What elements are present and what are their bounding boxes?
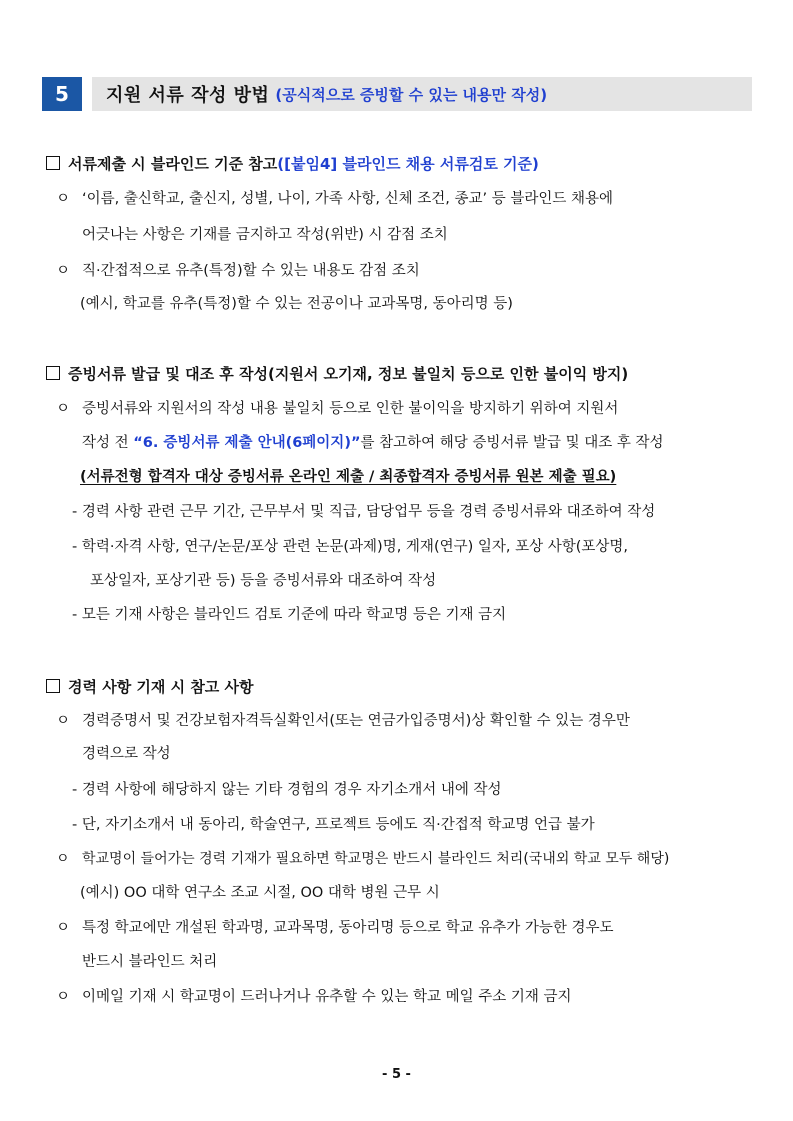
block3-line6: (예시) OO 대학 연구소 조교 시절, OO 대학 병원 근무 시	[80, 885, 440, 901]
block2-line2-suffix: 를 참고하여 해당 증빙서류 발급 및 대조 후 작성	[360, 435, 664, 451]
bullet-icon: ㅇ	[56, 191, 71, 207]
block2-line1-text: 증빙서류와 지원서의 작성 내용 불일치 등으로 인한 불이익을 방지하기 위하여 지원서	[82, 401, 619, 417]
block3-line9	[56, 987, 572, 1007]
block1-line2: 어긋나는 사항은 기재를 금지하고 작성(위반) 시 감점 조치	[82, 227, 448, 243]
block3-line1	[56, 711, 630, 731]
page-number-footer: - 5 -	[382, 1067, 411, 1082]
bullet-icon: ㅇ	[56, 989, 71, 1005]
block3-line7	[56, 918, 614, 938]
block1-heading-text: 서류제출 시 블라인드 기준 참고	[68, 155, 278, 173]
block1-heading-reference: ([붙임4] 블라인드 채용 서류검토 기준)	[277, 155, 539, 173]
block2-line2-prefix: 작성 전	[82, 435, 134, 451]
block3-line3: - 경력 사항에 해당하지 않는 기타 경험의 경우 자기소개서 내에 작성	[72, 782, 502, 798]
block3-line4: - 단, 자기소개서 내 동아리, 학술연구, 프로젝트 등에도 직·간접적 학교명 언급 불가	[72, 817, 595, 833]
block2-line6: 포상일자, 포상기관 등) 등을 증빙서류와 대조하여 작성	[90, 573, 437, 589]
block1-line3-text: 직·간접적으로 유추(특정)할 수 있는 내용도 감점 조치	[82, 263, 420, 279]
checkbox-square-icon	[46, 156, 60, 170]
bullet-icon: ㅇ	[56, 713, 71, 729]
bullet-icon: ㅇ	[56, 851, 70, 867]
block2-line2	[82, 433, 664, 453]
section-header	[42, 77, 752, 111]
block2-line5: - 학력·자격 사항, 연구/논문/포상 관련 논문(과제)명, 게재(연구) 일자, 포상 사항(포상명,	[72, 539, 629, 555]
block3-line9-text: 이메일 기재 시 학교명이 드러나거나 유추할 수 있는 학교 메일 주소 기재 금지	[82, 989, 572, 1005]
bullet-icon: ㅇ	[56, 263, 71, 279]
block3-line7-text: 특정 학교에만 개설된 학과명, 교과목명, 동아리명 등으로 학교 유추가 가능한 경우도	[82, 920, 614, 936]
block2-heading-text: 증빙서류 발급 및 대조 후 작성(지원서 오기재, 정보 불일치 등으로 인한 불이익 방지)	[68, 365, 629, 383]
section-note: (공식적으로 증빙할 수 있는 내용만 작성)	[275, 85, 548, 104]
block2-heading	[46, 364, 628, 384]
block2-line4: - 경력 사항 관련 근무 기간, 근무부서 및 직급, 담당업무 등을 경력 증빙서류와 대조하여 작성	[72, 504, 656, 520]
block3-heading-text: 경력 사항 기재 시 참고 사항	[68, 678, 254, 696]
section-number: 5	[42, 77, 82, 111]
bullet-icon: ㅇ	[56, 401, 71, 417]
block3-line5-text: 학교명이 들어가는 경력 기재가 필요하면 학교명은 반드시 블라인드 처리(국내외 학교 모두 해당)	[82, 851, 670, 867]
block3-heading	[46, 677, 254, 697]
block2-line7: - 모든 기재 사항은 블라인드 검토 기준에 따라 학교명 등은 기재 금지	[72, 607, 507, 623]
block1-line3	[56, 261, 420, 281]
section-title-bar	[92, 77, 752, 111]
block1-line4: (예시, 학교를 유추(특정)할 수 있는 전공이나 교과목명, 동아리명 등)	[80, 296, 513, 312]
block3-line2: 경력으로 작성	[82, 746, 171, 762]
block1-line1-text: ‘이름, 출신학교, 출신지, 성별, 나이, 가족 사항, 신체 조건, 종교’ 등 블라인드 채용에	[82, 191, 614, 207]
block1-line1	[56, 189, 613, 209]
block2-line2-reference: “6. 증빙서류 제출 안내(6페이지)”	[133, 435, 361, 451]
section-title: 지원 서류 작성 방법	[106, 85, 270, 106]
bullet-icon: ㅇ	[56, 920, 71, 936]
block3-line5	[56, 849, 669, 869]
checkbox-square-icon	[46, 366, 60, 380]
checkbox-square-icon	[46, 679, 60, 693]
block2-line1	[56, 399, 618, 419]
block1-heading	[46, 154, 539, 174]
block3-line1-text: 경력증명서 및 건강보험자격득실확인서(또는 연금가입증명서)상 확인할 수 있는 경우만	[82, 713, 630, 729]
block3-line8: 반드시 블라인드 처리	[82, 954, 218, 970]
block2-line3-notice: (서류전형 합격자 대상 증빙서류 온라인 제출 / 최종합격자 증빙서류 원본 제출 필요)	[80, 469, 617, 485]
